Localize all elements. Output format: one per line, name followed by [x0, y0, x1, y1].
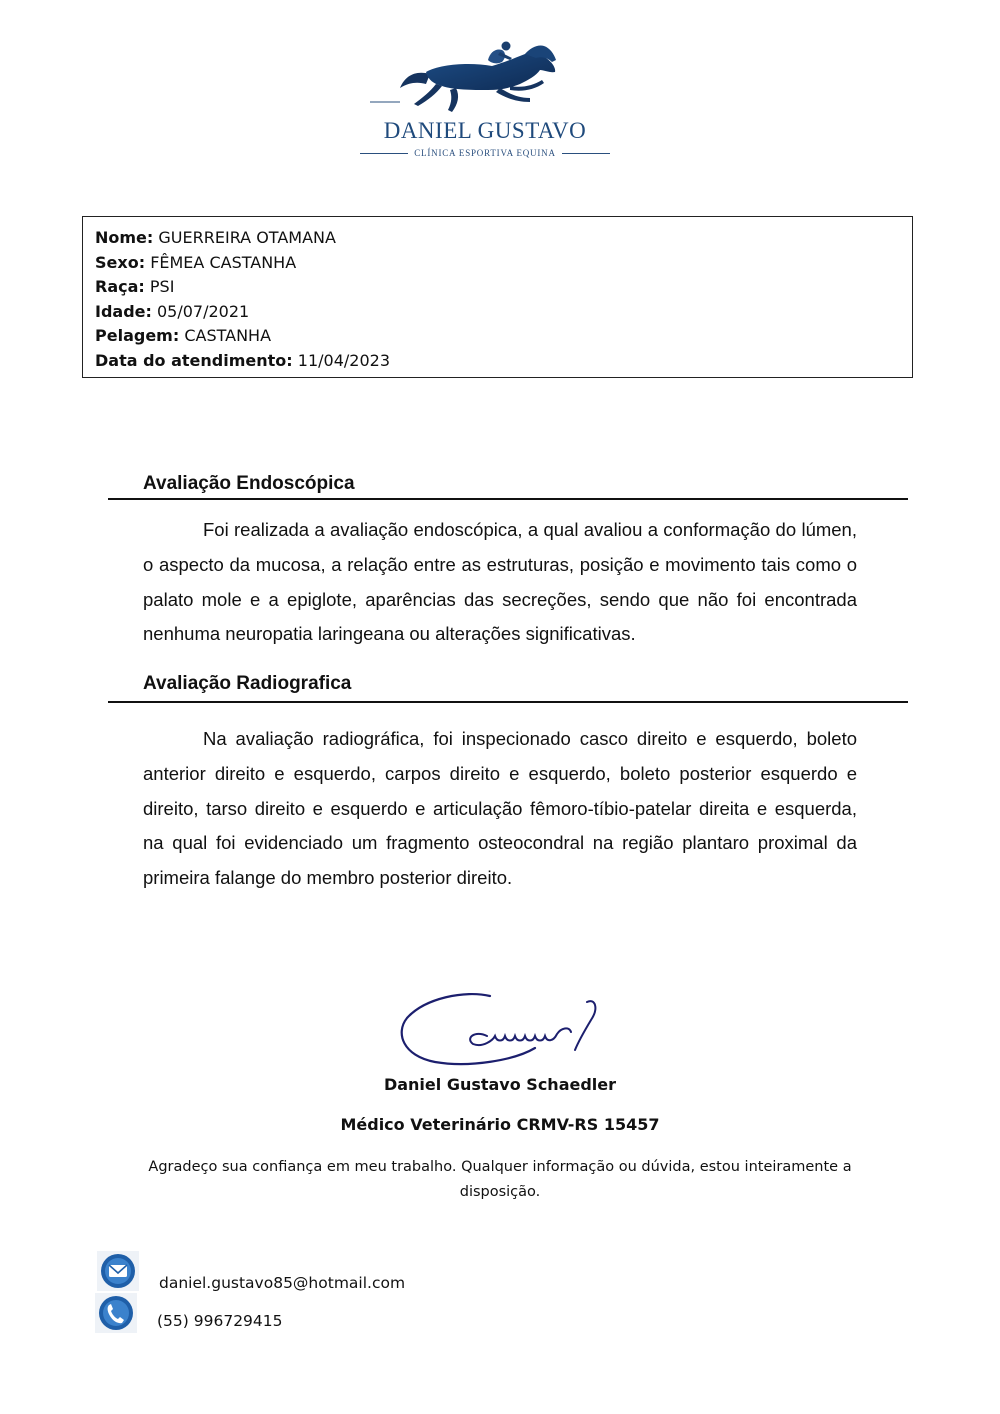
- logo-divider-left: [360, 153, 408, 154]
- field-label: Idade:: [95, 301, 152, 321]
- field-value: FÊMEA CASTANHA: [150, 252, 297, 272]
- section-divider: [108, 701, 908, 703]
- patient-field-age: [95, 300, 900, 325]
- thank-you-note: Agradeço sua confiança em meu trabalho. Qualquer informação ou dúvida, estou inteiramente a disposição.: [148, 1159, 852, 1200]
- logo-subtitle-row: [360, 146, 610, 160]
- section-divider: [108, 498, 908, 500]
- section-body-radiography: Na avaliação radiográfica, foi inspecionado casco direito e esquerdo, boleto anterior direito e esquerdo, carpos direito e esquerdo, boleto posterior esquerdo e direito, tarso direito e esquerdo e articulação fêmoro-tíbio-patelar direita e esquerda, na qual foi evidenciado um fragmento osteocondral na região plantaro proximal da primeira falange do membro posterior direito.: [143, 728, 857, 889]
- section-body-endoscopy: Foi realizada a avaliação endoscópica, a qual avaliou a conformação do lúmen, o aspecto da mucosa, a relação entre as estruturas, posição e movimento tais como o palato mole e a epiglote, aparências das secreções, sendo que não foi encontrada nenhuma neuropatia laringeana ou alterações significativas.: [143, 519, 857, 645]
- phone-icon: [95, 1293, 137, 1333]
- handwritten-signature: [395, 988, 605, 1068]
- clinic-logo: [360, 40, 610, 165]
- signatory-name: Daniel Gustavo Schaedler: [383, 1075, 617, 1094]
- phone-number[interactable]: (55) 996729415: [157, 1312, 283, 1330]
- logo-divider-right: [562, 153, 610, 154]
- field-label: Raça:: [95, 277, 145, 297]
- patient-field-date: [95, 349, 900, 374]
- field-value: 05/07/2021: [157, 301, 250, 321]
- section-title-radiography: Avaliação Radiografica: [143, 673, 352, 694]
- field-value: PSI: [149, 277, 175, 297]
- logo-name: DANIEL GUSTAVO: [383, 118, 587, 143]
- patient-field-sex: [95, 251, 900, 276]
- field-label: Pelagem:: [95, 326, 180, 346]
- email-icon: [97, 1251, 139, 1291]
- patient-field-name: [95, 226, 900, 251]
- field-label: Sexo:: [95, 252, 146, 272]
- logo-subtitle: CLÍNICA ESPORTIVA EQUINA: [414, 148, 556, 158]
- patient-field-coat: [95, 324, 900, 349]
- field-value: 11/04/2023: [297, 350, 390, 370]
- patient-info-box: [82, 216, 913, 378]
- field-label: Nome:: [95, 228, 154, 247]
- field-value: CASTANHA: [184, 326, 272, 346]
- patient-field-breed: [95, 275, 900, 300]
- signatory-title: Médico Veterinário CRMV-RS 15457: [340, 1115, 660, 1134]
- field-value: GUERREIRA OTAMANA: [158, 228, 336, 247]
- field-label: Data do atendimento:: [95, 350, 293, 370]
- section-title-endoscopy: Avaliação Endoscópica: [143, 473, 355, 494]
- horse-racing-jockey-icon: [360, 40, 610, 118]
- email-address[interactable]: daniel.gustavo85@hotmail.com: [159, 1274, 406, 1292]
